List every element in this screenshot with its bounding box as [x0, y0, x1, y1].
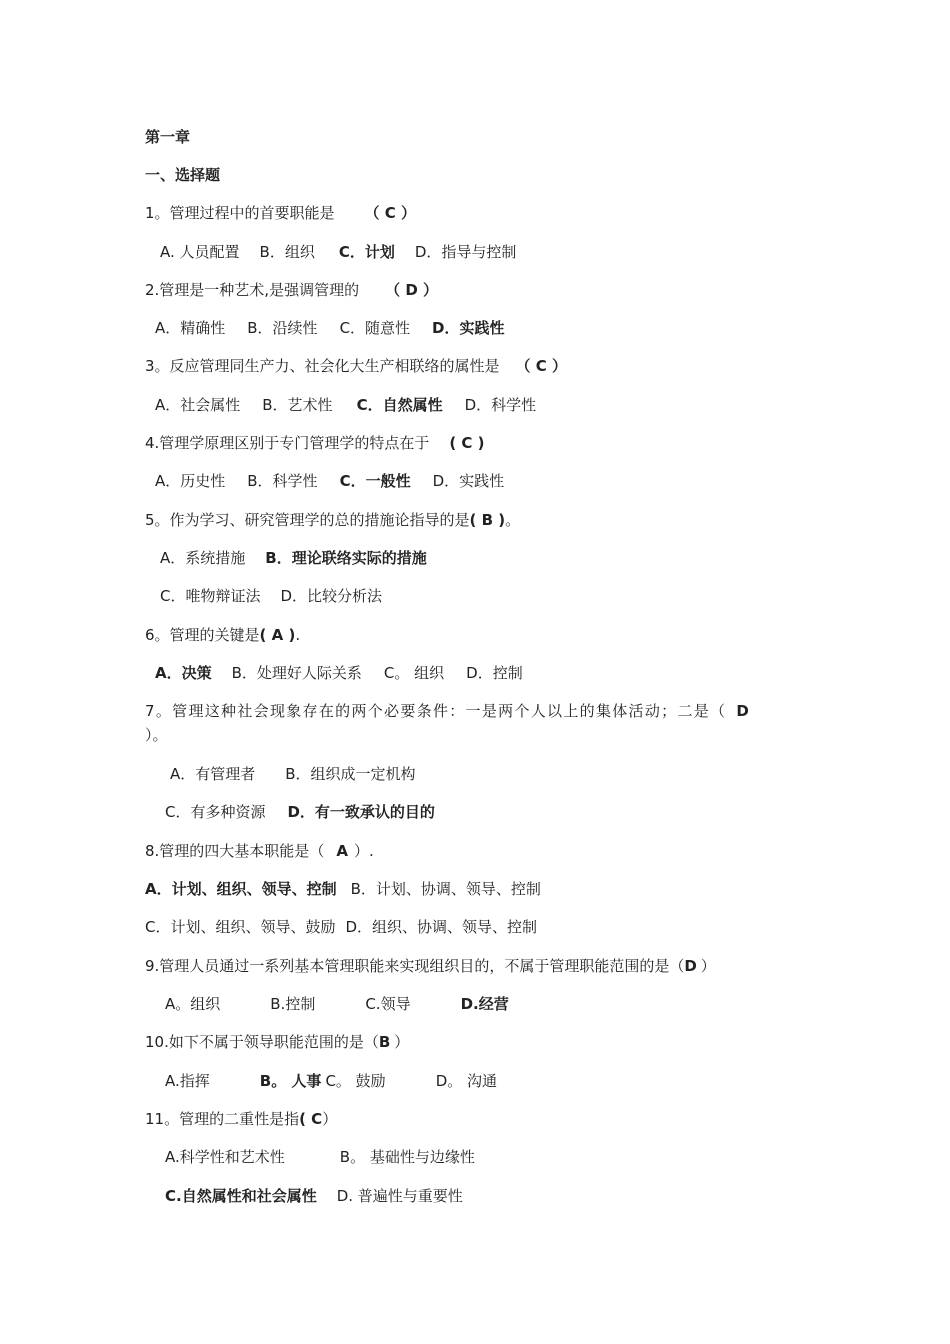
- option: A。组织: [165, 995, 221, 1013]
- answer-key: A: [336, 842, 348, 860]
- option: C.领导: [365, 995, 411, 1013]
- options-5b: [160, 586, 382, 606]
- question-7: [145, 701, 749, 721]
- question-tail: ）.: [353, 842, 374, 860]
- option: D．科学性: [464, 396, 537, 414]
- option: D. 普遍性与重要性: [336, 1187, 463, 1205]
- option: B.控制: [270, 995, 316, 1013]
- option: B。 基础性与边缘性: [339, 1148, 475, 1166]
- question-9: [145, 956, 716, 976]
- option-correct: B．理论联络实际的措施: [265, 549, 427, 567]
- question-stem: 6。管理的关键是: [145, 626, 260, 644]
- option: A.指挥: [165, 1072, 210, 1090]
- option: D．指导与控制: [414, 243, 517, 261]
- answer-key: ( B ): [469, 511, 506, 529]
- options-6: [155, 663, 523, 683]
- option: C．有多种资源: [165, 803, 266, 821]
- option-correct: D．实践性: [432, 319, 505, 337]
- options-1: [160, 242, 516, 262]
- option: B．沿续性: [247, 319, 318, 337]
- answer-key: ( C: [299, 1110, 323, 1128]
- answer-key: ( C ): [449, 434, 485, 452]
- options-4: [155, 471, 504, 491]
- answer-key: D: [684, 957, 697, 975]
- question-8: [145, 841, 374, 861]
- question-7-cont: ）。: [145, 726, 168, 744]
- question-stem: 5。作为学习、研究管理学的总的措施论指导的是: [145, 511, 470, 529]
- option: A．有管理者: [170, 765, 256, 783]
- question-10: [145, 1032, 409, 1052]
- option: C。 组织: [383, 664, 445, 682]
- option-correct: A．计划、组织、领导、控制: [145, 880, 337, 898]
- question-stem: 2.管理是一种艺术,是强调管理的: [145, 281, 360, 299]
- question-tail: ）: [700, 957, 716, 975]
- question-tail: .: [295, 626, 301, 644]
- question-stem: 7。管理这种社会现象存在的两个必要条件：一是两个人以上的集体活动；二是（: [145, 702, 727, 720]
- question-6: [145, 625, 300, 645]
- question-tail: ）: [394, 1033, 410, 1051]
- options-8a: [145, 879, 541, 899]
- question-tail: 。: [505, 511, 521, 529]
- question-1: [145, 203, 416, 223]
- option-correct: C．一般性: [339, 472, 411, 490]
- option: D．控制: [466, 664, 523, 682]
- options-2: [155, 318, 505, 338]
- option: B．组织: [259, 243, 315, 261]
- answer-key: （ C ）: [364, 204, 416, 222]
- question-stem: 9.管理人员通过一系列基本管理职能来实现组织目的，不属于管理职能范围的是（: [145, 957, 685, 975]
- option: C。 鼓励: [325, 1072, 386, 1090]
- option: B．艺术性: [262, 396, 333, 414]
- option: B．组织成一定机构: [285, 765, 416, 783]
- answer-key: B: [378, 1033, 391, 1051]
- options-9: [165, 994, 509, 1014]
- question-4: [145, 433, 485, 453]
- answer-key: ( A ): [259, 626, 296, 644]
- option-correct: C.自然属性和社会属性: [165, 1187, 317, 1205]
- question-stem: 8.管理的四大基本职能是（: [145, 842, 325, 860]
- options-8b: [145, 917, 537, 937]
- answer-key: （ C ）: [515, 357, 567, 375]
- question-2: [145, 280, 438, 300]
- option-correct: D．有一致承认的目的: [287, 803, 435, 821]
- option-correct: C．自然属性: [356, 396, 443, 414]
- options-5a: [160, 548, 427, 568]
- option: D．实践性: [432, 472, 505, 490]
- option: C．随意性: [339, 319, 411, 337]
- option: A．历史性: [155, 472, 226, 490]
- option: B．科学性: [247, 472, 318, 490]
- option-correct: A．决策: [155, 664, 212, 682]
- option: A．社会属性: [155, 396, 241, 414]
- question-3: [145, 356, 567, 376]
- options-3: [155, 395, 536, 415]
- option: B．计划、协调、领导、控制: [350, 880, 541, 898]
- option: C．唯物辩证法: [160, 587, 261, 605]
- options-7a: [170, 764, 416, 784]
- option: B．处理好人际关系: [231, 664, 362, 682]
- options-7b: [165, 802, 435, 822]
- question-stem: 10.如下不属于领导职能范围的是（: [145, 1033, 379, 1051]
- option-correct: D.经营: [460, 995, 509, 1013]
- question-stem: 1。管理过程中的首要职能是: [145, 204, 335, 222]
- option: A．精确性: [155, 319, 226, 337]
- options-11a: [165, 1147, 475, 1167]
- answer-key: （ D ）: [385, 281, 438, 299]
- question-stem: 3。反应管理同生产力、社会化大生产相联络的属性是: [145, 357, 500, 375]
- option: D．比较分析法: [280, 587, 383, 605]
- option: A．系统措施: [160, 549, 246, 567]
- option: D．组织、协调、领导、控制: [345, 918, 538, 936]
- options-10: [165, 1071, 497, 1091]
- option-correct: B。 人事: [259, 1072, 322, 1090]
- section-heading: 一、选择题: [145, 166, 221, 184]
- question-tail: ）: [322, 1110, 338, 1128]
- question-11: [145, 1109, 337, 1129]
- option: A. 人员配置: [160, 243, 240, 261]
- option: A.科学性和艺术性: [165, 1148, 285, 1166]
- question-stem: 4.管理学原理区别于专门管理学的特点在于: [145, 434, 430, 452]
- option: D。 沟通: [435, 1072, 498, 1090]
- answer-key: D: [736, 702, 749, 720]
- option: C．计划、组织、领导、鼓励: [145, 918, 336, 936]
- question-5: [145, 510, 520, 530]
- option-correct: C．计划: [338, 243, 395, 261]
- chapter-heading: 第一章: [145, 128, 191, 146]
- question-stem: 11。管理的二重性是指: [145, 1110, 300, 1128]
- options-11b: [165, 1186, 463, 1206]
